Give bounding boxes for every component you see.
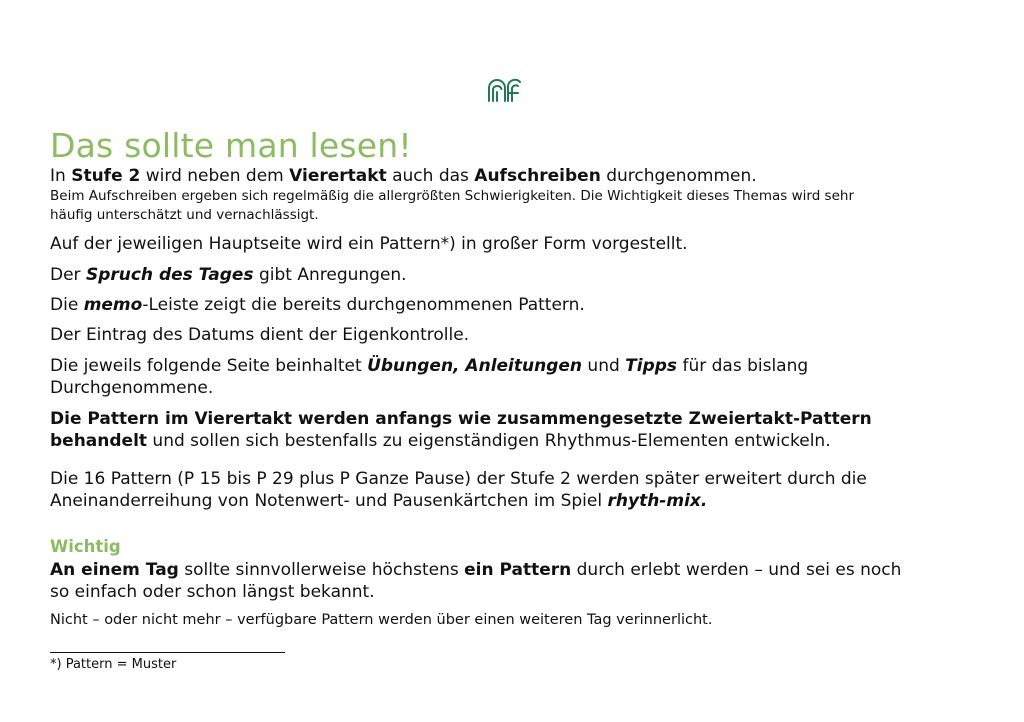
tag-paragraph: An einem Tag sollte sinnvollerweise höchstens ein Pattern durch erlebt werden – und sei es noch so einfach oder schon längst bekannt. xyxy=(50,560,902,602)
vierertakt-paragraph: Die Pattern im Vierertakt werden anfangs wie zusammengesetzte Zweiertakt-Pattern behandelt und sollen sich bestenfalls zu eigenständigen Rhythmus-Elementen entwickeln. xyxy=(50,409,872,451)
hauptseite-paragraph: Auf der jeweiligen Hauptseite wird ein Pattern*) in großer Form vorgestellt. xyxy=(50,234,688,254)
logo-icon xyxy=(486,76,524,102)
intro-paragraph: In Stufe 2 wird neben dem Vierertakt auch das Aufschreiben durchgenommen. xyxy=(50,166,757,186)
datum-paragraph: Der Eintrag des Datums dient der Eigenkontrolle. xyxy=(50,325,470,345)
footnote: *) Pattern = Muster xyxy=(50,657,177,672)
note-line-2: häufig unterschätzt und vernachlässigt. xyxy=(50,207,319,223)
note-line-1: Beim Aufschreiben ergeben sich regelmäßig die allergrößten Schwierigkeiten. Die Wichtigkeit dieses Themas wird sehr xyxy=(50,188,855,204)
folgende-paragraph: Die jeweils folgende Seite beinhaltet Übungen, Anleitungen und Tipps für das bislang Durchgenommene. xyxy=(50,356,809,398)
wichtig-heading: Wichtig xyxy=(50,537,121,556)
memo-paragraph: Die memo-Leiste zeigt die bereits durchgenommenen Pattern. xyxy=(50,295,585,315)
sechzehn-paragraph: Die 16 Pattern (P 15 bis P 29 plus P Ganze Pause) der Stufe 2 werden später erweitert durch die Aneinanderreihung von Notenwert- und Pausenkärtchen im Spiel rhyth-mix. xyxy=(50,469,867,511)
spruch-paragraph: Der Spruch des Tages gibt Anregungen. xyxy=(50,265,407,285)
nicht-paragraph: Nicht – oder nicht mehr – verfügbare Pattern werden über einen weiteren Tag verinnerlicht. xyxy=(50,612,713,628)
footnote-divider xyxy=(50,652,285,653)
page-title: Das sollte man lesen! xyxy=(50,126,412,166)
